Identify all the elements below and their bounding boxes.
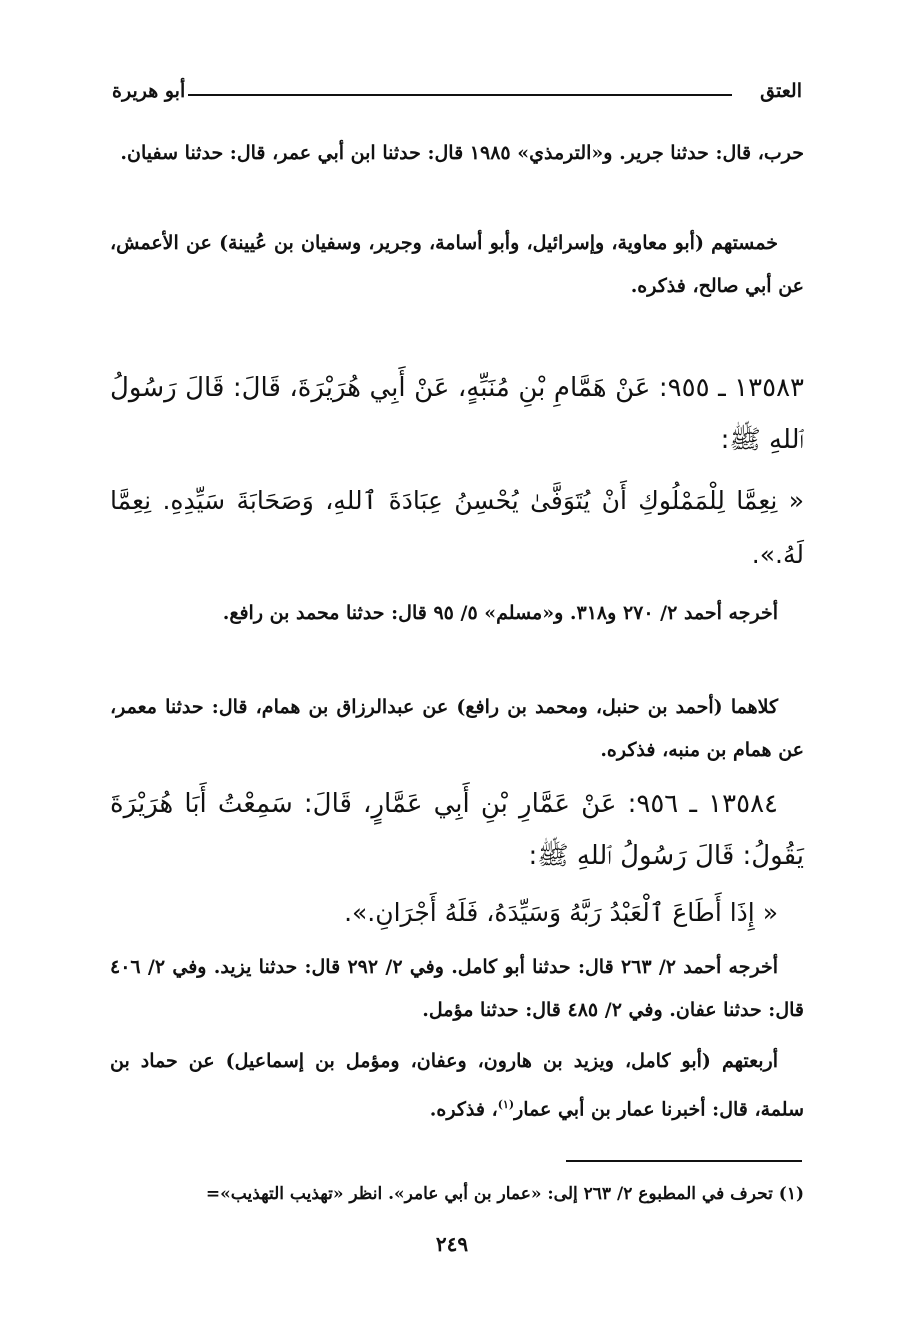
paragraph-4: كلاهما (أحمد بن حنبل، ومحمد بن رافع) عن عبدالرزاق بن همام، قال: حدثنا معمر، عن همام بن منبه، فذكره. bbox=[110, 696, 804, 761]
page-number: ٢٤٩ bbox=[435, 1232, 469, 1256]
chapter-title: العتق bbox=[760, 80, 802, 102]
footnote-marker: (١) bbox=[497, 1098, 515, 1111]
running-header bbox=[112, 80, 802, 114]
hadith-13583-intro: ١٣٥٨٣ ـ ٩٥٥: عَنْ هَمَّامِ بْنِ مُنَبِّهٍ، عَنْ أَبِي هُرَيْرَةَ، قَالَ: قَالَ رَسُولُ ٱللهِ ﷺ: bbox=[110, 373, 804, 455]
paragraph-6-end: ، فذكره. bbox=[429, 1098, 498, 1121]
narrator-title: أبو هريرة bbox=[112, 80, 186, 102]
header-rule bbox=[188, 94, 732, 96]
hadith-13583-matn: « نِعِمَّا لِلْمَمْلُوكِ أَنْ يُتَوَفَّىٰ يُحْسِنُ عِبَادَةَ ٱللهِ، وَصَحَابَةَ سَيِّدِهِ. نِعِمَّا لَهُ.». bbox=[110, 486, 804, 569]
footnote: (١) تحرف في المطبوع ٢/ ٢٦٣ إلى: «عمار بن أبي عامر». انظر «تهذيب التهذيب»= bbox=[205, 1184, 804, 1204]
paragraph-2: خمستهم (أبو معاوية، وإسرائيل، وأبو أسامة، وجرير، وسفيان بن عُيينة) عن الأعمش، عن أبي صالح، فذكره. bbox=[110, 232, 804, 297]
footnote-rule bbox=[566, 1160, 802, 1162]
paragraph-6 bbox=[110, 1040, 804, 1131]
paragraph-5: أخرجه أحمد ٢/ ٢٦٣ قال: حدثنا أبو كامل. وفي ٢/ ٢٩٢ قال: حدثنا يزيد. وفي ٢/ ٤٠٦ قال: حدثنا عفان. وفي ٢/ ٤٨٥ قال: حدثنا مؤمل. bbox=[110, 956, 804, 1021]
paragraph-3: أخرجه أحمد ٢/ ٢٧٠ و٣١٨. و«مسلم» ٥/ ٩٥ قال: حدثنا محمد بن رافع. bbox=[222, 602, 778, 624]
hadith-13584-matn: « إِذَا أَطَاعَ ٱلْعَبْدُ رَبَّهُ وَسَيِّدَهُ، فَلَهُ أَجْرَانِ.». bbox=[344, 898, 778, 927]
paragraph-6-text: أربعتهم (أبو كامل، ويزيد بن هارون، وعفان، ومؤمل بن إسماعيل) عن حماد بن سلمة، قال: أخبرنا عمار بن أبي عمار bbox=[110, 1050, 804, 1121]
paragraph-1: حرب، قال: حدثنا جرير. و«الترمذي» ١٩٨٥ قال: حدثنا ابن أبي عمر، قال: حدثنا سفيان. bbox=[120, 142, 804, 164]
hadith-13584-intro: ١٣٥٨٤ ـ ٩٥٦: عَنْ عَمَّارِ بْنِ أَبِي عَمَّارٍ، قَالَ: سَمِعْتُ أَبَا هُرَيْرَةَ يَقُولُ: قَالَ رَسُولُ ٱللهِ ﷺ: bbox=[110, 789, 804, 871]
